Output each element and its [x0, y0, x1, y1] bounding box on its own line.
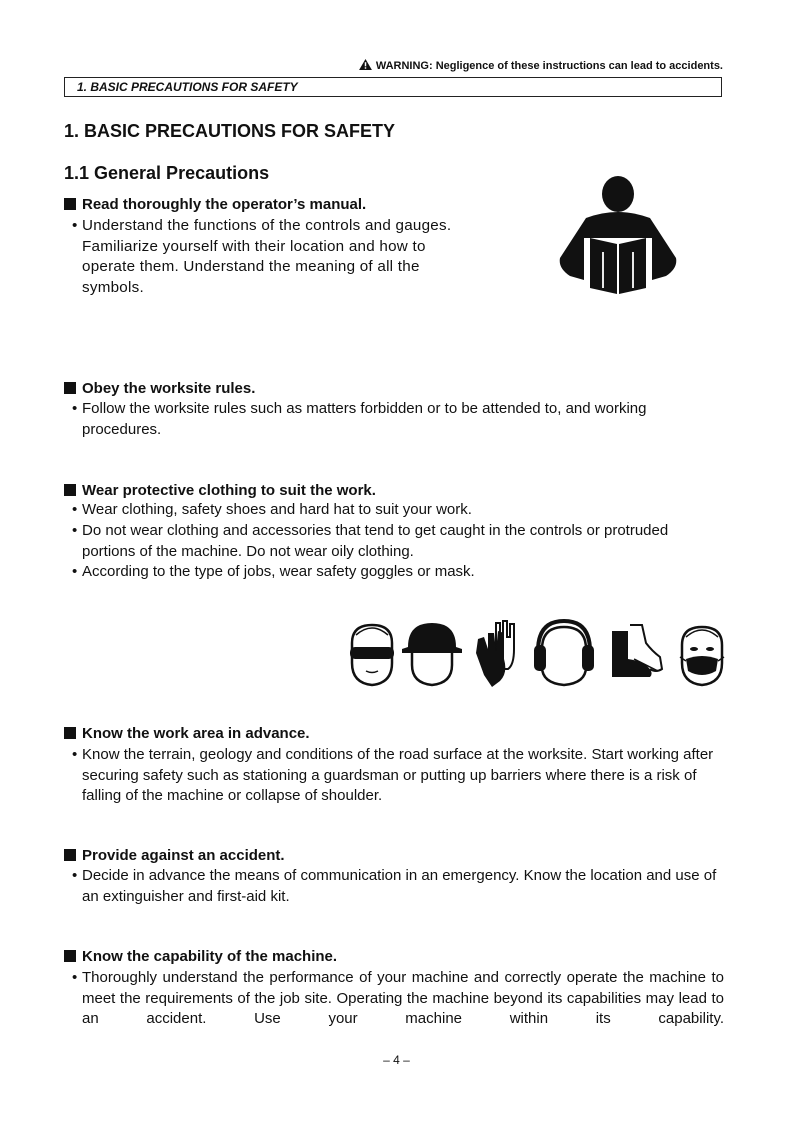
page-title: 1. BASIC PRECAUTIONS FOR SAFETY — [64, 121, 396, 141]
subheading-capability: Know the capability of the machine. — [64, 948, 337, 965]
warning-triangle-icon — [359, 59, 372, 70]
square-bullet-icon — [64, 198, 76, 210]
square-bullet-icon — [64, 727, 76, 739]
subheading-protective-clothing: Wear protective clothing to suit the work. — [64, 482, 376, 499]
square-bullet-icon — [64, 950, 76, 962]
dust-mask-icon — [680, 627, 724, 685]
section-header-box: 1. BASIC PRECAUTIONS FOR SAFETY — [64, 77, 722, 97]
read-manual-icon — [556, 176, 680, 296]
list-item: • Thoroughly understand the performance of your machine and correctly operate the machine to meet the requirements of the job site. Operating the machine beyond its capabilities may lead to an accident. Use your machine within its capability. — [72, 969, 724, 1027]
list-item: • Decide in advance the means of communication in an emergency. Know the location and use of an extinguisher and first-aid kit. — [72, 867, 717, 905]
subheading-read-manual: Read thoroughly the operator’s manual. — [64, 196, 366, 213]
list-item: • Follow the worksite rules such as matters forbidden or to be attended to, and working procedures. — [72, 400, 647, 438]
subheading-work-area: Know the work area in advance. — [64, 725, 310, 742]
subheading-worksite-rules: Obey the worksite rules. — [64, 380, 255, 397]
ppe-icons-row — [346, 619, 726, 689]
subheading-accident: Provide against an accident. — [64, 847, 285, 864]
hard-hat-icon — [402, 623, 462, 685]
square-bullet-icon — [64, 382, 76, 394]
square-bullet-icon — [64, 484, 76, 496]
page-number: – 4 – — [383, 1053, 410, 1067]
safety-boot-icon — [612, 625, 662, 677]
square-bullet-icon — [64, 849, 76, 861]
section-subtitle: 1.1 General Precautions — [64, 163, 270, 183]
list-item: • Understand the functions of the controls and gauges. Familiarize yourself with their location and how to operate them. Understand the meaning of all the symbols. — [72, 217, 452, 296]
warning-banner — [359, 59, 723, 72]
warning-text: WARNING: Negligence of these instructions can lead to accidents. — [375, 60, 723, 72]
list-item: • Do not wear clothing and accessories that tend to get caught in the controls or protruded portions of the machine. Do not wear oily clothing. — [72, 522, 669, 560]
list-item: • According to the type of jobs, wear safety goggles or mask. — [72, 563, 475, 580]
ear-protection-icon — [534, 621, 594, 685]
list-item: • Wear clothing, safety shoes and hard hat to suit your work. — [72, 501, 472, 518]
list-item: • Know the terrain, geology and conditions of the road surface at the worksite. Start working after securing safety such as stationing a guardsman or putting up barriers where there is a risk of falling of the machine or collapse of shoulder. — [72, 746, 714, 804]
safety-goggles-icon — [350, 625, 394, 685]
gloves-icon — [476, 621, 514, 687]
